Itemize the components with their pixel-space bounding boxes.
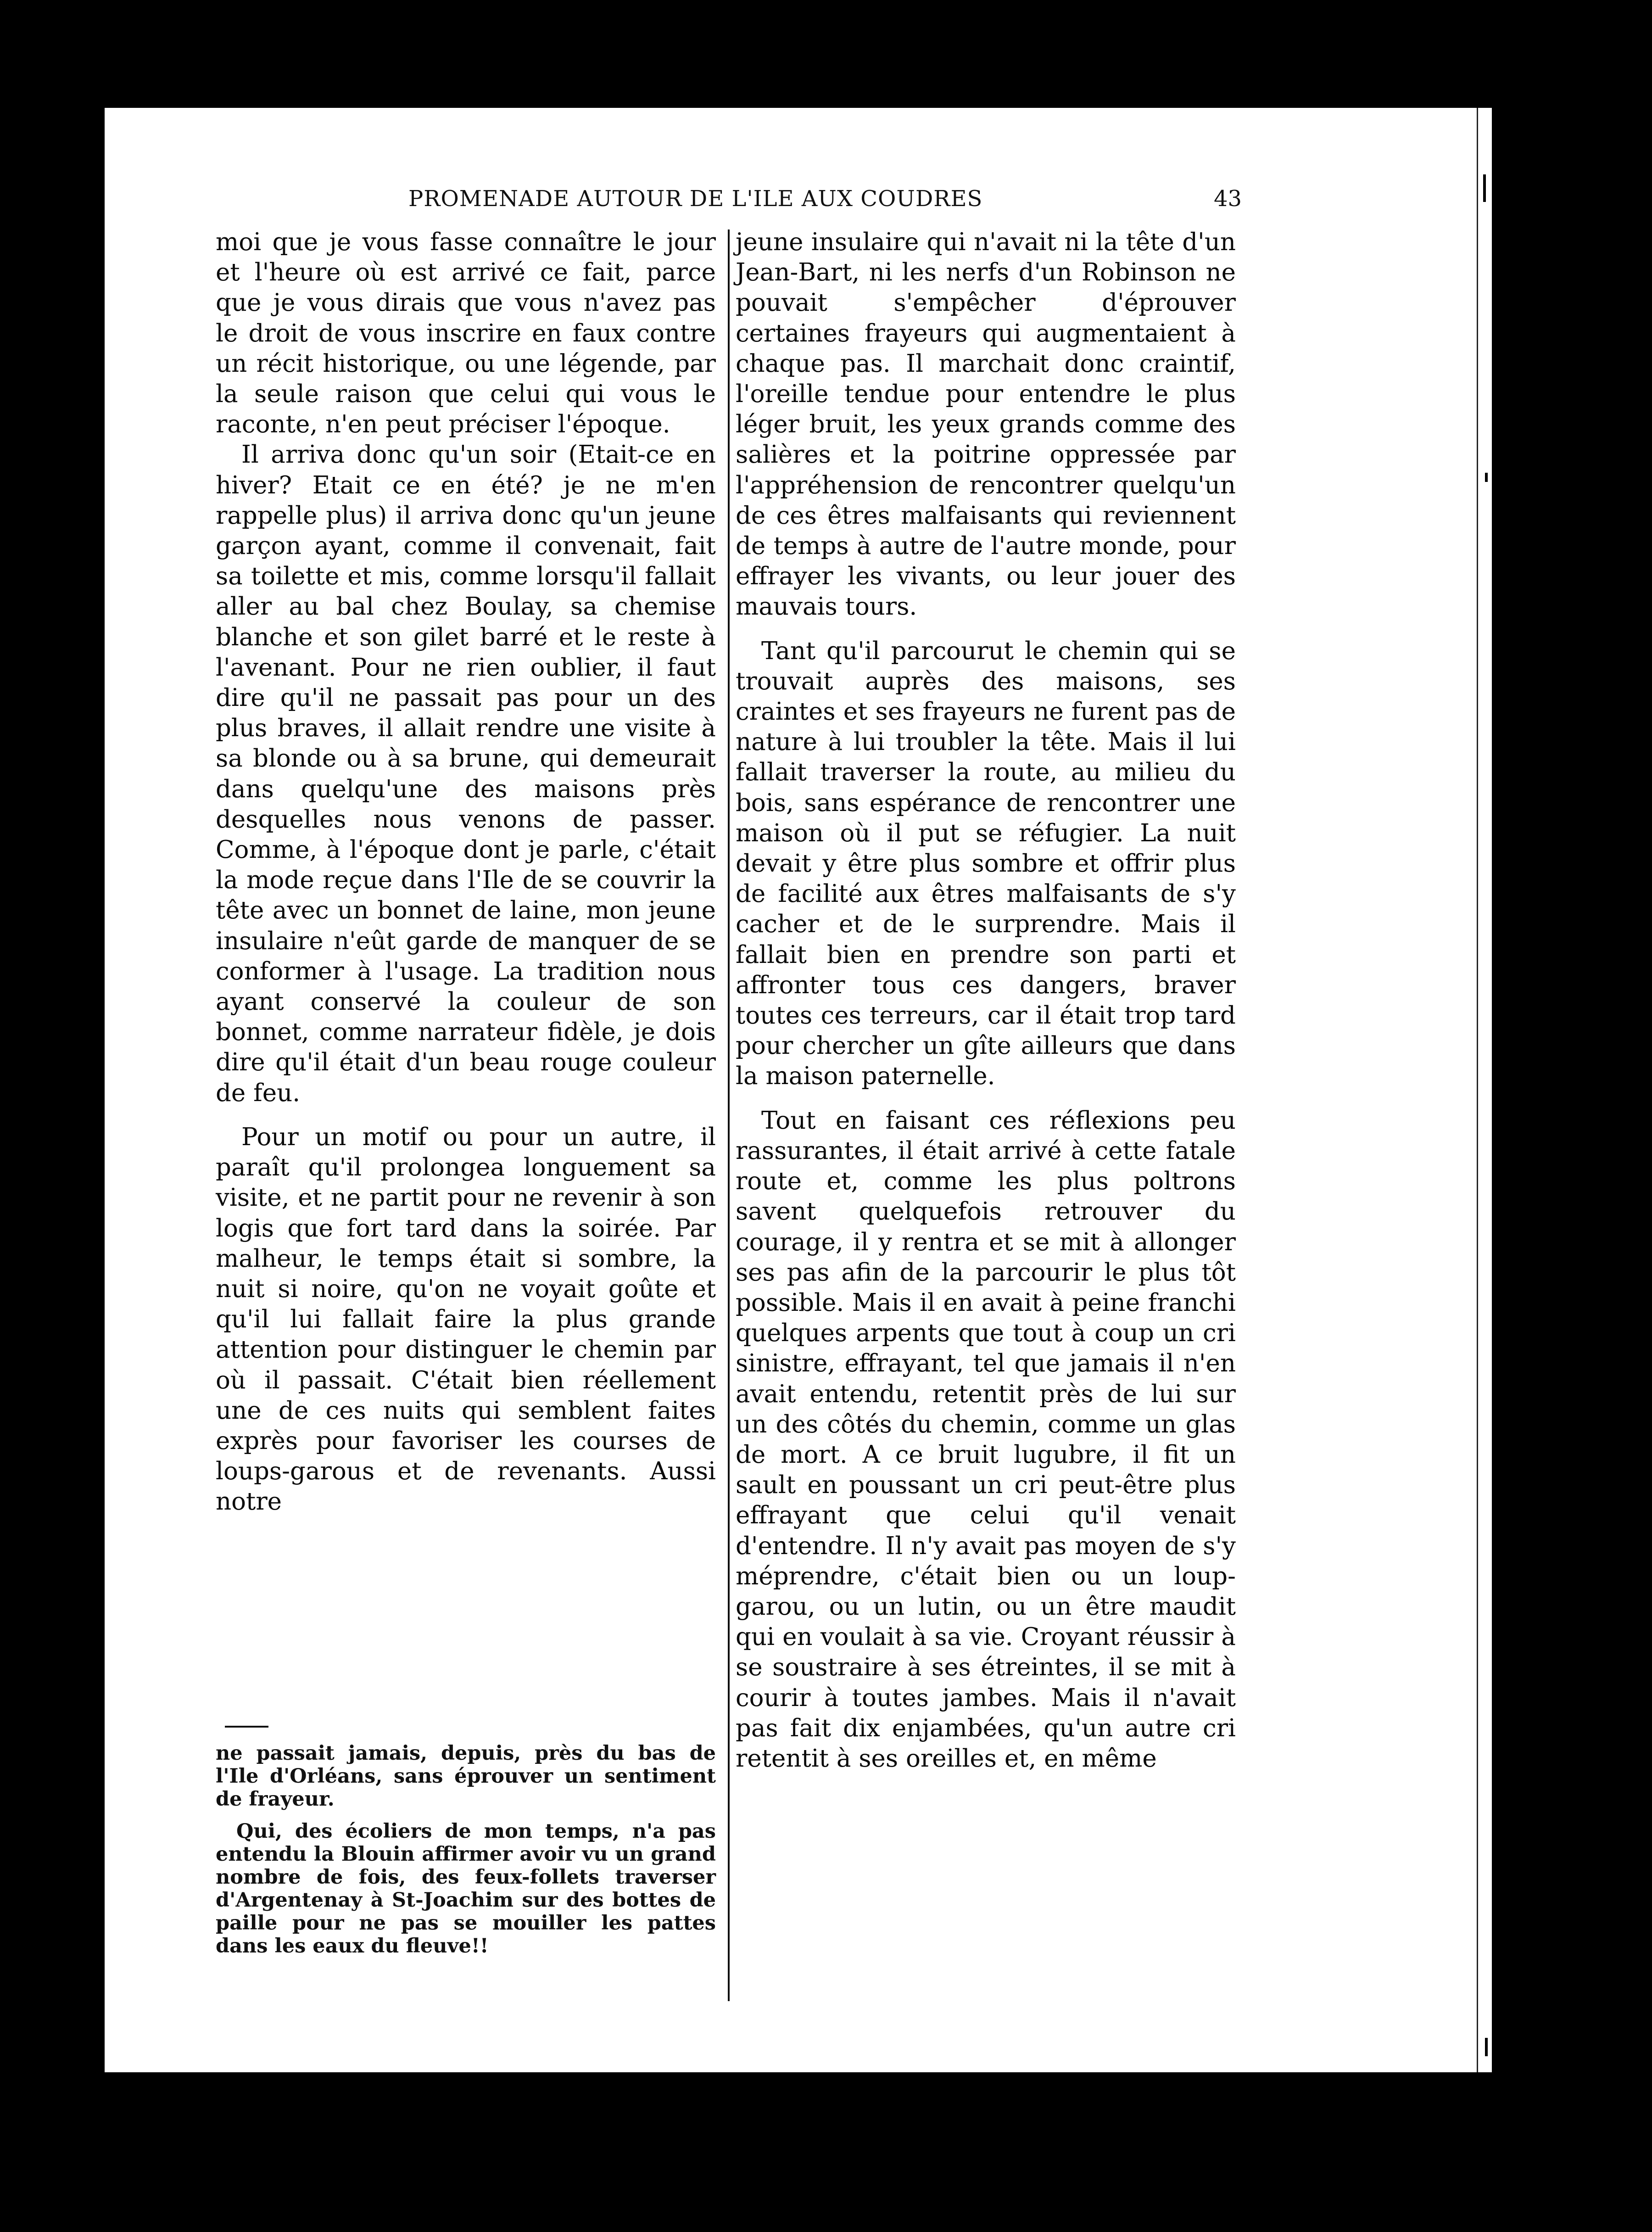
paragraph: Il arriva donc qu'un soir (Etait-ce en hiver? Etait ce en été? je ne m'en rappelle plus) il arriva donc qu'un jeune garçon ayant, comme il convenait, fait sa toilette et mis, comme lorsqu'il fallait aller au bal chez Boulay, sa chemise blanche et son gilet barré et le reste à l'avenant. Pour ne rien oublier, il faut dire qu'il ne passait pas pour un des plus braves, il allait rendre une visite à sa blonde ou à sa brune, qui demeurait dans quelqu'une des maisons près desquelles nous venons de passer. Comme, à l'époque dont je parle, c'était la mode reçue dans l'Ile de se couvrir la tête avec un bonnet de laine, mon jeune insulaire n'eût garde de manquer de se conformer à l'usage. La tradition nous ayant conservé la couleur de son bonnet, comme narrateur fidèle, je dois dire qu'il était d'un beau rouge couleur de feu. [216,441,716,1107]
scan-speck [1483,174,1486,202]
footnote: ne passait jamais, depuis, près du bas de l'Ile d'Orléans, sans éprouver un sentiment de frayeur. [216,1742,716,1811]
running-head [303,186,1478,223]
paragraph: Tant qu'il parcourut le chemin qui se trouvait auprès des maisons, ses craintes et ses frayeurs ne furent pas de nature à lui troubler la tête. Mais il lui fallait traverser la route, au milieu du bois, sans espérance de rencontrer une maison où il put se réfugier. La nuit devait y être plus sombre et offrir plus de facilité aux êtres malfaisants de s'y cacher et de le surprendre. Mais il fallait bien en prendre son parti et affronter tous ces dangers, braver toutes ces terreurs, car il était trop tard pour chercher un gîte ailleurs que dans la maison paternelle. [736,637,1236,1091]
footnotes [216,1742,716,1967]
column-divider [728,229,730,2001]
right-column [736,227,1236,2003]
left-column [216,227,716,1737]
footnote: Qui, des écoliers de mon temps, n'a pas entendu la Blouin affirmer avoir vu un grand nombre de fois, des feux-follets traverser d'Argentenay à St-Joachim sur des bottes de paille pour ne pas se mouiller les pattes dans les eaux du fleuve!! [216,1820,716,1958]
paragraph: moi que je vous fasse connaître le jour et l'heure où est arrivé ce fait, parce que je vous dirais que vous n'avez pas le droit de vous inscrire en faux contre un récit historique, ou une légende, par la seule raison que celui qui vous le raconte, n'en peut préciser l'époque. [216,228,716,439]
scan-speck [1485,2038,1488,2056]
scan-speck [1485,473,1488,482]
footnote-rule [225,1726,268,1728]
paragraph: Tout en faisant ces réflexions peu rassurantes, il était arrivé à cette fatale route et, comme les plus poltrons savent quelquefois retrouver du courage, il y rentra et se mit à allonger ses pas afin de la parcourir le plus tôt possible. Mais il en avait à peine franchi quelques arpents que tout à coup un cri sinistre, effrayant, tel que jamais il n'en avait entendu, retentit près de lui sur un des côtés du chemin, comme un glas de mort. A ce bruit lugubre, il fit un sault en poussant un cri peut-être plus effrayant que celui qu'il venait d'entendre. Il n'y avait pas moyen de s'y méprendre, c'était bien ou un loup-garou, ou un lutin, ou un être maudit qui en voulait à sa vie. Croyant réussir à se soustraire à ses étreintes, il se mit à courir à toutes jambes. Mais il n'avait pas fait dix enjambées, qu'un autre cri retentit à ses oreilles et, en même [736,1106,1236,1773]
paragraph: jeune insulaire qui n'avait ni la tête d'un Jean-Bart, ni les nerfs d'un Robinson ne pouvait s'empêcher d'éprouver certaines frayeurs qui augmentaient à chaque pas. Il marchait donc craintif, l'oreille tendue pour entendre le plus léger bruit, les yeux grands comme des salières et la poitrine oppressée par l'appréhension de rencontrer quelqu'un de ces êtres malfaisants qui reviennent de temps à autre de l'autre monde, pour effrayer les vivants, ou leur jouer des mauvais tours. [736,228,1236,621]
page-number: 43 [1214,186,1242,212]
running-title: PROMENADE AUTOUR DE L'ILE AUX COUDRES [408,186,983,212]
adjacent-page-edge [1477,108,1492,2072]
paragraph: Pour un motif ou pour un autre, il paraît qu'il prolongea longuement sa visite, et ne partit pour ne revenir à son logis que fort tard dans la soirée. Par malheur, le temps était si sombre, la nuit si noire, qu'on ne voyait goûte et qu'il lui fallait faire la plus grande attention pour distinguer le chemin par où il passait. C'était bien réellement une de ces nuits qui semblent faites exprès pour favoriser les courses de loups-garous et de revenants. Aussi notre [216,1123,716,1516]
